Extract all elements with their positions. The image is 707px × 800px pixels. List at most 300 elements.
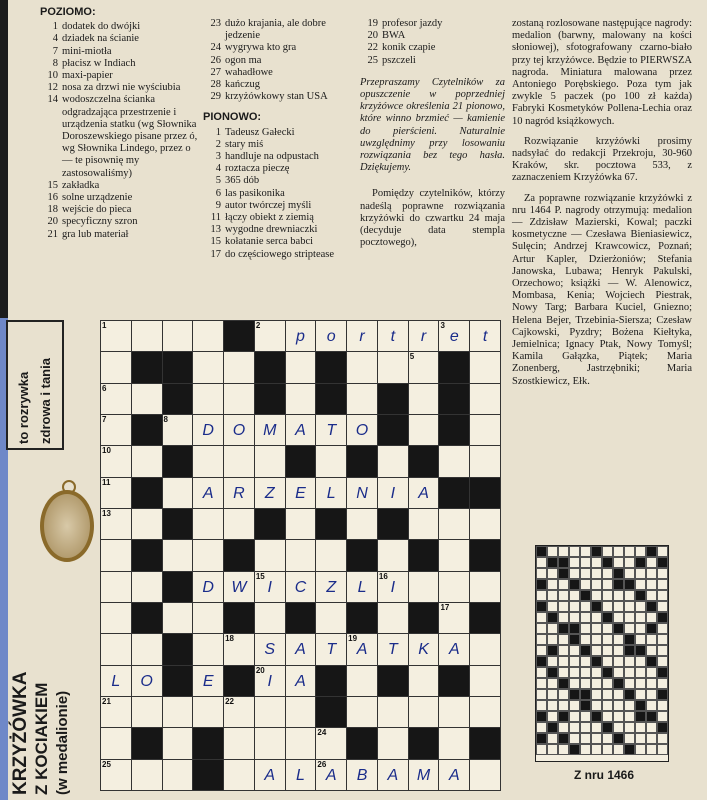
grid-block	[162, 351, 194, 383]
grid-cell[interactable]	[315, 539, 347, 571]
grid-cell[interactable]	[192, 665, 224, 697]
cell-number: 1	[102, 321, 107, 330]
grid-cell[interactable]	[223, 445, 255, 477]
mini-cell	[591, 667, 602, 678]
slogan-box	[6, 320, 64, 450]
grid-cell[interactable]	[254, 414, 286, 446]
mini-cell	[635, 568, 646, 579]
grid-cell[interactable]	[192, 633, 224, 665]
grid-cell[interactable]	[408, 665, 440, 697]
mini-cell	[558, 601, 569, 612]
grid-cell[interactable]	[162, 759, 194, 791]
grid-block	[192, 727, 224, 759]
grid-cell[interactable]	[254, 539, 286, 571]
grid-cell[interactable]	[285, 571, 317, 603]
grid-cell[interactable]	[285, 633, 317, 665]
grid-cell[interactable]	[408, 320, 440, 352]
grid-cell[interactable]	[377, 445, 409, 477]
grid-cell[interactable]	[408, 477, 440, 509]
across-clue-1	[40, 21, 200, 33]
mini-cell	[547, 689, 558, 700]
mini-cell	[536, 678, 547, 689]
grid-cell[interactable]	[469, 508, 501, 540]
grid-block	[438, 477, 470, 509]
grid-cell[interactable]	[408, 633, 440, 665]
mini-cell	[536, 623, 547, 634]
grid-cell[interactable]	[469, 383, 501, 415]
clue-number: 4	[52, 33, 58, 45]
grid-cell[interactable]	[315, 320, 347, 352]
grid-block	[131, 602, 163, 634]
mini-cell	[569, 656, 580, 667]
clue-number: 25	[367, 54, 378, 66]
grid-cell[interactable]	[408, 383, 440, 415]
across-clue-16	[40, 192, 200, 204]
mini-cell	[624, 667, 635, 678]
grid-cell[interactable]	[100, 602, 132, 634]
mini-cell	[613, 634, 624, 645]
grid-cell[interactable]	[346, 571, 378, 603]
mini-cell	[536, 634, 547, 645]
grid-cell[interactable]	[285, 351, 317, 383]
mini-cell	[646, 700, 657, 711]
down-clue-17	[203, 249, 353, 261]
grid-cell[interactable]	[192, 320, 224, 352]
mini-cell	[602, 744, 613, 755]
mini-block	[580, 689, 591, 700]
grid-cell[interactable]	[469, 696, 501, 728]
clue-text: profesor jazdy	[382, 18, 443, 29]
grid-cell[interactable]	[192, 696, 224, 728]
grid-cell[interactable]	[100, 477, 132, 509]
cell-letter: t	[482, 328, 488, 345]
grid-cell[interactable]	[285, 477, 317, 509]
grid-block	[346, 602, 378, 634]
medallion-ring	[62, 480, 76, 494]
mini-cell	[635, 733, 646, 744]
grid-cell[interactable]	[223, 759, 255, 791]
grid-cell[interactable]	[469, 320, 501, 352]
grid-cell[interactable]	[100, 508, 132, 540]
grid-block	[223, 665, 255, 697]
grid-cell[interactable]	[192, 477, 224, 509]
grid-cell[interactable]	[377, 633, 409, 665]
down-clue-25	[360, 55, 505, 67]
grid-cell[interactable]	[438, 539, 470, 571]
mini-block	[591, 546, 602, 557]
mini-cell	[657, 579, 668, 590]
grid-cell[interactable]	[346, 696, 378, 728]
cell-letter: e	[449, 328, 459, 345]
mini-cell	[602, 711, 613, 722]
grid-block	[285, 445, 317, 477]
grid-cell[interactable]	[377, 696, 409, 728]
clue-number: 3	[215, 151, 221, 163]
grid-cell[interactable]	[315, 602, 347, 634]
grid-cell[interactable]	[131, 445, 163, 477]
grid-cell[interactable]	[223, 571, 255, 603]
grid-cell[interactable]	[100, 759, 132, 791]
mini-cell	[547, 634, 558, 645]
grid-cell[interactable]	[131, 383, 163, 415]
grid-cell[interactable]	[408, 351, 440, 383]
mini-cell	[569, 711, 580, 722]
mini-cell	[558, 744, 569, 755]
grid-cell[interactable]	[285, 414, 317, 446]
across-clue-7	[40, 46, 200, 58]
down-clue-20	[360, 30, 505, 42]
grid-cell[interactable]	[315, 727, 347, 759]
grid-cell[interactable]	[346, 320, 378, 352]
mini-cell	[547, 744, 558, 755]
mini-cell	[646, 678, 657, 689]
mini-cell	[580, 612, 591, 623]
cell-letter: p	[296, 328, 305, 345]
grid-cell[interactable]	[408, 414, 440, 446]
grid-cell[interactable]	[285, 727, 317, 759]
grid-cell[interactable]	[100, 633, 132, 665]
grid-cell[interactable]	[377, 602, 409, 634]
medallion-portrait	[40, 490, 94, 562]
grid-cell[interactable]	[438, 571, 470, 603]
clue-text: dużo krajania, ale dobre jedzenie	[225, 18, 326, 42]
grid-cell[interactable]	[346, 351, 378, 383]
grid-cell[interactable]	[469, 571, 501, 603]
grid-cell[interactable]	[162, 320, 194, 352]
mini-cell	[591, 579, 602, 590]
cell-letter: A	[325, 766, 337, 784]
grid-cell[interactable]	[162, 539, 194, 571]
grid-cell[interactable]	[131, 320, 163, 352]
grid-cell[interactable]	[100, 539, 132, 571]
mini-block	[536, 579, 547, 590]
mini-cell	[580, 634, 591, 645]
grid-cell[interactable]	[469, 445, 501, 477]
grid-cell[interactable]	[285, 539, 317, 571]
grid-cell[interactable]	[192, 383, 224, 415]
grid-cell[interactable]	[100, 445, 132, 477]
grid-cell[interactable]	[377, 759, 409, 791]
cell-number: 6	[102, 383, 107, 393]
mini-block	[646, 656, 657, 667]
clue-number: 6	[215, 187, 221, 199]
grid-cell[interactable]	[131, 571, 163, 603]
grid-cell[interactable]	[223, 383, 255, 415]
mini-cell	[580, 546, 591, 557]
grid-cell[interactable]	[254, 633, 286, 665]
grid-cell[interactable]	[377, 477, 409, 509]
grid-cell[interactable]	[162, 414, 194, 446]
grid-cell[interactable]	[315, 477, 347, 509]
mini-cell	[591, 612, 602, 623]
send-text: Rozwiązanie krzyżówki prosimy nadsyłać do redakcji Przekroju, 30-960 Kraków, skr. pocztowa 533, z zaznaczeniem Krzyżówka 67.	[512, 135, 692, 184]
cell-letter: C	[294, 578, 307, 596]
mini-cell	[602, 601, 613, 612]
clue-text: zakładka	[62, 179, 100, 191]
grid-cell[interactable]	[438, 696, 470, 728]
grid-cell[interactable]	[100, 696, 132, 728]
across-clue-18	[40, 204, 200, 216]
grid-block	[254, 351, 286, 383]
clue-text: BWA	[382, 30, 406, 42]
grid-block	[377, 414, 409, 446]
grid-cell[interactable]	[223, 508, 255, 540]
grid-cell[interactable]	[377, 320, 409, 352]
mini-cell	[591, 678, 602, 689]
grid-cell[interactable]	[254, 759, 286, 791]
grid-cell[interactable]	[469, 351, 501, 383]
grid-cell[interactable]	[162, 477, 194, 509]
grid-cell[interactable]	[254, 320, 286, 352]
mini-block	[602, 667, 613, 678]
clue-text: pszczeli	[382, 54, 416, 66]
grid-cell[interactable]	[285, 383, 317, 415]
grid-cell[interactable]	[192, 445, 224, 477]
grid-cell[interactable]	[131, 633, 163, 665]
grid-cell[interactable]	[377, 351, 409, 383]
mini-block	[569, 623, 580, 634]
grid-cell[interactable]	[192, 414, 224, 446]
cell-letter: L	[296, 766, 305, 784]
grid-cell[interactable]	[192, 571, 224, 603]
mini-cell	[558, 612, 569, 623]
cell-letter: R	[233, 484, 245, 502]
grid-cell[interactable]	[346, 508, 378, 540]
clue-text: Tadeusz Gałecki	[225, 126, 295, 138]
mini-cell	[657, 700, 668, 711]
mini-cell	[558, 700, 569, 711]
grid-cell[interactable]	[100, 383, 132, 415]
grid-block	[131, 351, 163, 383]
mini-cell	[613, 656, 624, 667]
grid-cell[interactable]	[469, 633, 501, 665]
grid-cell[interactable]	[346, 383, 378, 415]
mini-block	[635, 590, 646, 601]
grid-cell[interactable]	[438, 445, 470, 477]
mini-cell	[569, 601, 580, 612]
grid-cell[interactable]	[192, 351, 224, 383]
mini-cell	[547, 678, 558, 689]
grid-block	[408, 539, 440, 571]
mini-cell	[591, 733, 602, 744]
grid-cell[interactable]	[346, 414, 378, 446]
grid-cell[interactable]	[223, 633, 255, 665]
grid-cell[interactable]	[377, 539, 409, 571]
down-clues-cont	[360, 18, 505, 249]
mini-cell	[613, 645, 624, 656]
clue-text: płacisz w Indiach	[62, 57, 136, 69]
grid-cell[interactable]	[254, 727, 286, 759]
grid-cell[interactable]	[315, 414, 347, 446]
mini-cell	[580, 568, 591, 579]
cell-letter: A	[264, 766, 276, 784]
grid-cell[interactable]	[223, 351, 255, 383]
grid-cell[interactable]	[131, 696, 163, 728]
grid-block	[223, 539, 255, 571]
grid-cell[interactable]	[162, 602, 194, 634]
mini-block	[569, 579, 580, 590]
cell-number: 26	[317, 759, 327, 769]
mini-cell	[591, 689, 602, 700]
clue-text: stary miś	[225, 138, 264, 150]
down-clue-4	[203, 163, 353, 175]
mini-cell	[602, 568, 613, 579]
clue-text: kołatanie serca babci	[225, 236, 314, 248]
cell-letter: L	[357, 578, 367, 596]
grid-cell[interactable]	[377, 571, 409, 603]
grid-cell[interactable]	[469, 759, 501, 791]
clue-text: wygodne drewniaczki	[225, 224, 318, 236]
grid-cell[interactable]	[408, 696, 440, 728]
clue-number: 8	[52, 57, 58, 69]
grid-cell[interactable]	[223, 414, 255, 446]
cell-number: 11	[102, 477, 111, 487]
mini-cell	[591, 590, 602, 601]
grid-cell[interactable]	[285, 696, 317, 728]
mini-cell	[580, 744, 591, 755]
mini-cell	[558, 590, 569, 601]
grid-cell[interactable]	[254, 602, 286, 634]
grid-cell[interactable]	[254, 445, 286, 477]
grid-cell[interactable]	[100, 414, 132, 446]
grid-cell[interactable]	[254, 696, 286, 728]
grid-cell[interactable]	[254, 477, 286, 509]
grid-cell[interactable]	[377, 727, 409, 759]
cell-number: 8	[163, 415, 168, 424]
cell-letter: Z	[326, 578, 337, 596]
mini-cell	[624, 590, 635, 601]
mini-cell	[591, 722, 602, 733]
grid-cell[interactable]	[192, 602, 224, 634]
grid-cell[interactable]	[131, 759, 163, 791]
mini-block	[536, 601, 547, 612]
grid-cell[interactable]	[131, 665, 163, 697]
mini-block	[613, 733, 624, 744]
cell-letter: A	[449, 766, 460, 784]
grid-cell[interactable]	[100, 351, 132, 383]
across-clue-21	[40, 229, 200, 241]
mini-block	[558, 711, 569, 722]
mini-block	[602, 612, 613, 623]
grid-cell[interactable]	[315, 759, 347, 791]
mini-block	[558, 733, 569, 744]
grid-cell[interactable]	[438, 508, 470, 540]
grid-cell[interactable]	[285, 665, 317, 697]
mini-cell	[657, 590, 668, 601]
grid-cell[interactable]	[438, 759, 470, 791]
across-clue-26	[203, 55, 353, 67]
grid-cell[interactable]	[223, 696, 255, 728]
grid-cell[interactable]	[438, 727, 470, 759]
grid-cell[interactable]	[192, 508, 224, 540]
grid-cell[interactable]	[254, 665, 286, 697]
grid-cell[interactable]	[254, 571, 286, 603]
grid-cell[interactable]	[346, 633, 378, 665]
mini-cell	[657, 634, 668, 645]
clue-text: mini-miotła	[62, 45, 112, 57]
mini-block	[624, 579, 635, 590]
grid-cell[interactable]	[346, 477, 378, 509]
mini-cell	[635, 546, 646, 557]
mini-cell	[536, 590, 547, 601]
grid-cell[interactable]	[346, 665, 378, 697]
grid-block	[469, 477, 501, 509]
grid-cell[interactable]	[346, 759, 378, 791]
grid-cell[interactable]	[162, 727, 194, 759]
mini-cell	[536, 744, 547, 755]
grid-cell[interactable]	[285, 759, 317, 791]
grid-cell[interactable]	[469, 665, 501, 697]
grid-block	[223, 320, 255, 352]
cell-letter: T	[326, 641, 337, 659]
cell-letter: I	[267, 578, 272, 596]
mini-cell	[547, 546, 558, 557]
grid-cell[interactable]	[100, 571, 132, 603]
grid-cell[interactable]	[223, 477, 255, 509]
cell-number: 20	[255, 665, 265, 675]
grid-cell[interactable]	[100, 320, 132, 352]
mini-block	[613, 568, 624, 579]
mini-block	[602, 722, 613, 733]
mini-block	[646, 623, 657, 634]
clue-text: autor twórczej myśli	[225, 199, 312, 211]
grid-cell[interactable]	[408, 759, 440, 791]
grid-cell[interactable]	[408, 508, 440, 540]
clue-text: wygrywa kto gra	[225, 42, 297, 54]
grid-cell[interactable]	[315, 633, 347, 665]
mini-cell	[635, 634, 646, 645]
mini-block	[580, 645, 591, 656]
clue-number: 1	[52, 21, 58, 33]
clue-text: do częściowego striptease	[225, 248, 335, 260]
grid-cell[interactable]	[100, 727, 132, 759]
grid-cell[interactable]	[223, 727, 255, 759]
clue-text: krzyżówkowy stan USA	[225, 91, 328, 103]
cell-letter: M	[416, 766, 431, 784]
grid-cell[interactable]	[131, 508, 163, 540]
grid-cell[interactable]	[315, 571, 347, 603]
mini-cell	[602, 623, 613, 634]
mini-cell	[613, 557, 624, 568]
grid-cell[interactable]	[469, 414, 501, 446]
mini-cell	[558, 634, 569, 645]
mini-block	[657, 667, 668, 678]
grid-cell[interactable]	[438, 320, 470, 352]
grid-block	[408, 602, 440, 634]
prize-text-start: Pomiędzy czytelników, którzy nadeślą poprawne rozwiązania krzyżówki do czwartku 24 maja (decyduje data stempla pocztowego),	[360, 188, 505, 249]
cell-letter: N	[356, 484, 368, 502]
cell-letter: A	[295, 422, 306, 439]
grid-cell[interactable]	[315, 445, 347, 477]
mini-block	[536, 546, 547, 557]
grid-cell[interactable]	[285, 508, 317, 540]
grid-cell[interactable]	[438, 633, 470, 665]
grid-cell[interactable]	[162, 696, 194, 728]
grid-cell[interactable]	[100, 665, 132, 697]
cell-letter: W	[231, 578, 247, 596]
mini-block	[613, 579, 624, 590]
grid-cell[interactable]	[192, 539, 224, 571]
cell-letter: A	[387, 766, 399, 784]
grid-cell[interactable]	[408, 571, 440, 603]
mini-cell	[646, 612, 657, 623]
mini-cell	[646, 557, 657, 568]
grid-cell[interactable]	[438, 602, 470, 634]
down-clue-13	[203, 224, 353, 236]
mini-cell	[646, 579, 657, 590]
grid-cell[interactable]	[285, 320, 317, 352]
mini-cell	[547, 733, 558, 744]
